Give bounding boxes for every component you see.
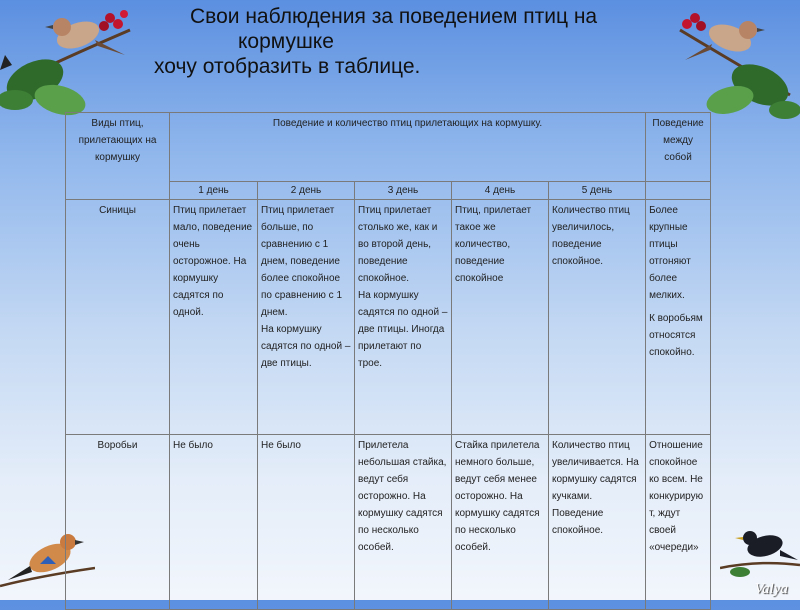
title-line-1: Свои наблюдения за поведением птиц на [190, 5, 598, 28]
sparrows-day-2: Не было [258, 435, 355, 610]
tits-day-4: Птиц, прилетает такое же количество, поведение спокойное [452, 200, 549, 435]
tits-day-5: Количество птиц увеличилось, поведение спокойное. [549, 200, 646, 435]
day-4-header: 4 день [452, 182, 549, 200]
sparrows-between: Отношение спокойное ко всем. Не конкурируют, ждут своей «очереди» [646, 435, 711, 610]
sparrows-day-1: Не было [170, 435, 258, 610]
bird-on-branch-image-right [670, 0, 800, 125]
day-1-header: 1 день [170, 182, 258, 200]
day-2-header: 2 день [258, 182, 355, 200]
row-name-sparrows: Воробьи [66, 435, 170, 610]
day-5-header: 5 день [549, 182, 646, 200]
header-bird-species: Виды птиц, прилетающих на кормушку [66, 113, 170, 200]
tits-between [646, 200, 711, 435]
sparrows-day-4: Стайка прилетела немного больше, ведут себя менее осторожно. На кормушку садятся по несколько особей. [452, 435, 549, 610]
table-row-tits [66, 200, 711, 435]
tits-between-part-b: К воробьям относятся спокойно. [649, 313, 703, 358]
observations-table [65, 112, 711, 610]
sparrows-day-5: Количество птиц увеличивается. На кормушку садятся кучками. Поведение спокойное. [549, 435, 646, 610]
row-name-tits: Синицы [66, 200, 170, 435]
bird-on-branch-image-left [0, 0, 150, 125]
tits-between-part-a: Более крупные птицы отгоняют более мелких. [649, 205, 691, 301]
header-between: Поведение между собой [646, 113, 711, 182]
slide-title [150, 4, 650, 79]
tits-day-3-part-a: Птиц прилетает столько же, как и во второй день, поведение спокойное. [358, 205, 438, 284]
day-3-header: 3 день [355, 182, 452, 200]
header-behavior: Поведение и количество птиц прилетающих на кормушку. [170, 113, 646, 182]
tits-day-2-part-a: Птиц прилетает больше, по сравнению с 1 днем, поведение более спокойное по сравнению с 1 днем. [261, 205, 343, 318]
sparrows-day-3: Прилетела небольшая стайка, ведут себя осторожно. На кормушку садятся по несколько особей. [355, 435, 452, 610]
blackbird-image [720, 520, 800, 582]
tits-day-3 [355, 200, 452, 435]
tits-day-2-part-b: На кормушку садятся по одной – две птицы. [261, 324, 351, 369]
author-credit: Valya [754, 581, 788, 597]
day-empty-header [646, 182, 711, 200]
table-row-sparrows [66, 435, 711, 610]
tits-day-3-part-b: На кормушку садятся по одной – две птицы. Иногда прилетают по трое. [358, 290, 448, 369]
tits-day-1: Птиц прилетает мало, поведение очень осторожное. На кормушку садятся по одной. [170, 200, 258, 435]
tits-day-2 [258, 200, 355, 435]
title-line-2: кормушке [238, 30, 334, 53]
title-line-3: хочу отобразить в таблице. [154, 55, 421, 78]
table-header-row [66, 113, 711, 182]
